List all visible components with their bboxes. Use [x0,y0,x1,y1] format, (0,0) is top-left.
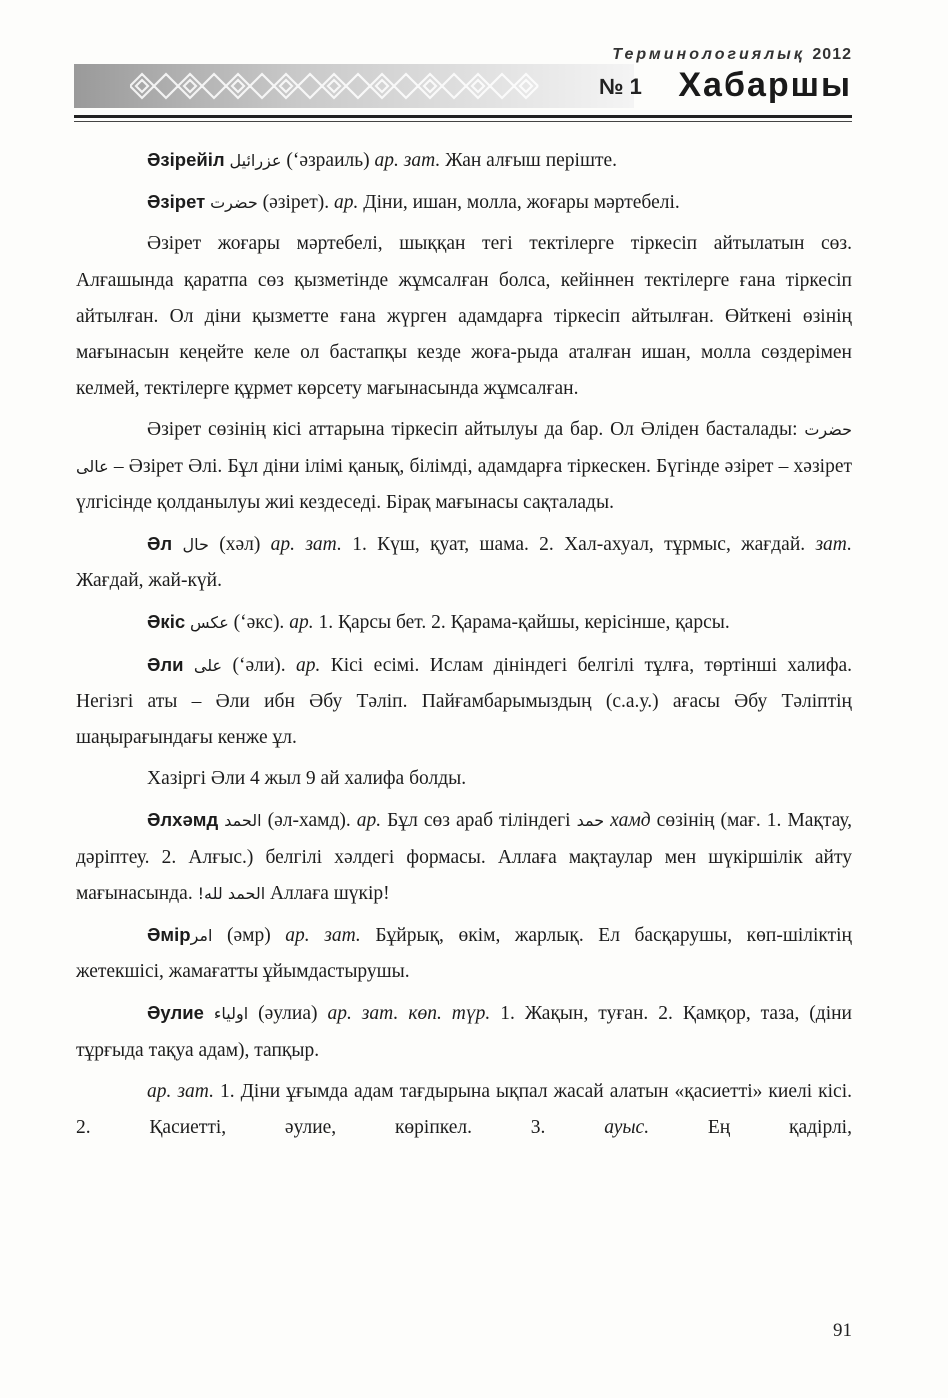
arabic-form: عزرائيل [229,151,282,170]
entry-text: Діни, ишан, молла, жоғары мәртебелі. [358,192,680,214]
entry-akis [76,604,852,641]
journal-header [74,40,852,122]
grammar-label: ар. [356,810,382,832]
arabic-form: حال [182,535,209,555]
arabic-form: اولياء [213,1004,249,1024]
headword: Әзірет [147,191,206,213]
arabic-form: امر [190,926,213,946]
headword: Әкіс [147,611,186,633]
arabic-form: على [193,655,223,675]
entry-text: 1. Күш, қуат, шама. 2. Хал-ахуал, тұрмыс, жағдай. [341,534,816,556]
entry-text: (‘әзраиль) [281,150,375,171]
entry-text: Хазіргі Әли 4 жыл 9 ай халифа болды. [147,768,467,790]
entry-text: Кісі есімі. Ислам дініндегі белгілі тұлға, төртінші халифа. Негізгі аты – Әли ибн Әбу Тәліп. Пайғамбарымыздың (с.а.у.) ағасы Әбу Тәліптің шаңырағындағы кенже ұл. [76,654,852,749]
paragraph-ali-caliph [76,761,852,797]
issue-number: № 1 [599,74,642,99]
header-rule-thick [74,115,852,118]
entry-text: 1. Діни ұғымда адам тағдырына ықпал жасай алатын «қасиетті» киелі кісі. 2. Қасиетті, әулие, көріпкел. 3. [76,1080,852,1139]
entry-ali [76,647,852,757]
grammar-label: ар. зат. [285,925,361,947]
entry-text: Бұйрық, өкім, жарлық. Ел басқарушы, көп-шіліктің жетекшісі, жамағатты ұйымдастырушы. [76,925,852,983]
entry-text: 1. Жақын, туған. 2. Қамқор, таза, (діни тұрғыда тақуа адам), тапқыр. [76,1003,852,1061]
entry-text: Ең қадірлі, [649,1117,852,1139]
entry-alhamd [76,802,852,912]
entry-text: (әзірет). [257,192,335,214]
ornament-pattern-icon [130,68,550,104]
headword: Әли [147,653,184,675]
entry-text: – Әзірет Әлі. Бұл діни ілімі қанық, білімді, адамдарға тіркескен. Бүгінде әзірет – хәзірет үлгісінде қолданылуы жиі кездеседі. Бірақ мағынасы сақталады. [76,455,852,513]
header-rule-thin [74,121,852,122]
arabic-form: !الحمد لله [197,883,266,903]
grammar-label: ар. [334,192,359,214]
headword: Әлхәмд [147,809,219,831]
paragraph-aziret-names [76,412,852,521]
entry-text: Әзірет сөзінің кісі аттарына тіркесіп айтылуы да бар. Ол Әліден басталады: [147,419,805,441]
entry-amir [76,917,852,990]
entry-al [76,526,852,599]
entry-text: (‘әли). [222,654,296,676]
page-number: 91 [833,1320,852,1341]
grammar-label: ар. зат. [270,534,342,556]
header-series [612,46,852,64]
headword: Әулие [147,1002,204,1024]
entry-text: Бұл сөз араб тіліндегі [381,810,577,832]
entry-text: (әмр) [212,925,286,947]
paragraph-aulie-senses [76,1074,852,1146]
grammar-label: ар. зат. көп. түр. [327,1003,491,1025]
header-series-text: Терминологиялық [612,46,805,63]
arabic-form: الحمد [224,811,262,831]
grammar-label: ар. [296,654,321,676]
entry-azireyil [76,142,852,179]
ornament-band [74,64,634,108]
arabic-form: عكس [190,613,229,633]
entry-text: Әзірет жоғары мәртебелі, шыққан тегі тектілерге тіркесіп айтылатын сөз. Алғашында қаратпа сөз қызметінде жұмсалған болса, кейіннен тектілерге ғана тіркесіп айтылған. Ол діни қызметте ғана жүрген адамдарға тіркесіп айтылған. Өйткені өзінің мағынасын кеңейте келе ол бастапқы кезде жоға-рыда аталған ишан, молла сөздерімен келмей, тектілерге құрмет көрсету мағынасында жұмсалған. [76,233,852,400]
entry-text: (әл-хамд). [261,810,357,832]
arabic-form: حضرت عالى [76,420,852,476]
entry-aziret [76,184,852,221]
grammar-label: ар. зат. [147,1080,214,1102]
entry-text: (хәл) [208,534,271,556]
headword: Әзірейіл [147,149,225,170]
grammar-label: ар. зат. [374,150,441,171]
arabic-form: حمد [576,811,605,831]
headword: Әл [147,533,173,555]
grammar-label: ар. [289,612,314,634]
grammar-label: хамд [604,810,651,832]
entry-text: Жан алғыш періште. [440,150,618,171]
headword: Әмір [147,924,191,946]
grammar-label: зат. [815,534,853,556]
paragraph-aziret-usage [76,226,852,407]
arabic-form: حضرت [210,193,258,213]
journal-title: Хабаршы [678,66,852,104]
grammar-label: ауыс. [604,1117,650,1139]
entry-text: (‘әкс). [228,612,290,634]
entry-aulie [76,995,852,1068]
header-year: 2012 [812,46,852,63]
entry-text: Аллаға шүкір! [265,882,390,904]
dictionary-body [76,142,852,1151]
entry-text: сөзінің (мағ. 1. Мақтау, дәріптеу. 2. Алғыс.) белгілі хәлдегі формасы. Аллаға мақтаулар мен шүкіршілік айту мағынасында. [76,810,853,904]
entry-text: 1. Қарсы бет. 2. Қарама-қайшы, керісінше, қарсы. [313,612,730,634]
entry-text: Жағдай, жай-күй. [76,570,222,592]
entry-text: (әулиа) [248,1003,328,1025]
